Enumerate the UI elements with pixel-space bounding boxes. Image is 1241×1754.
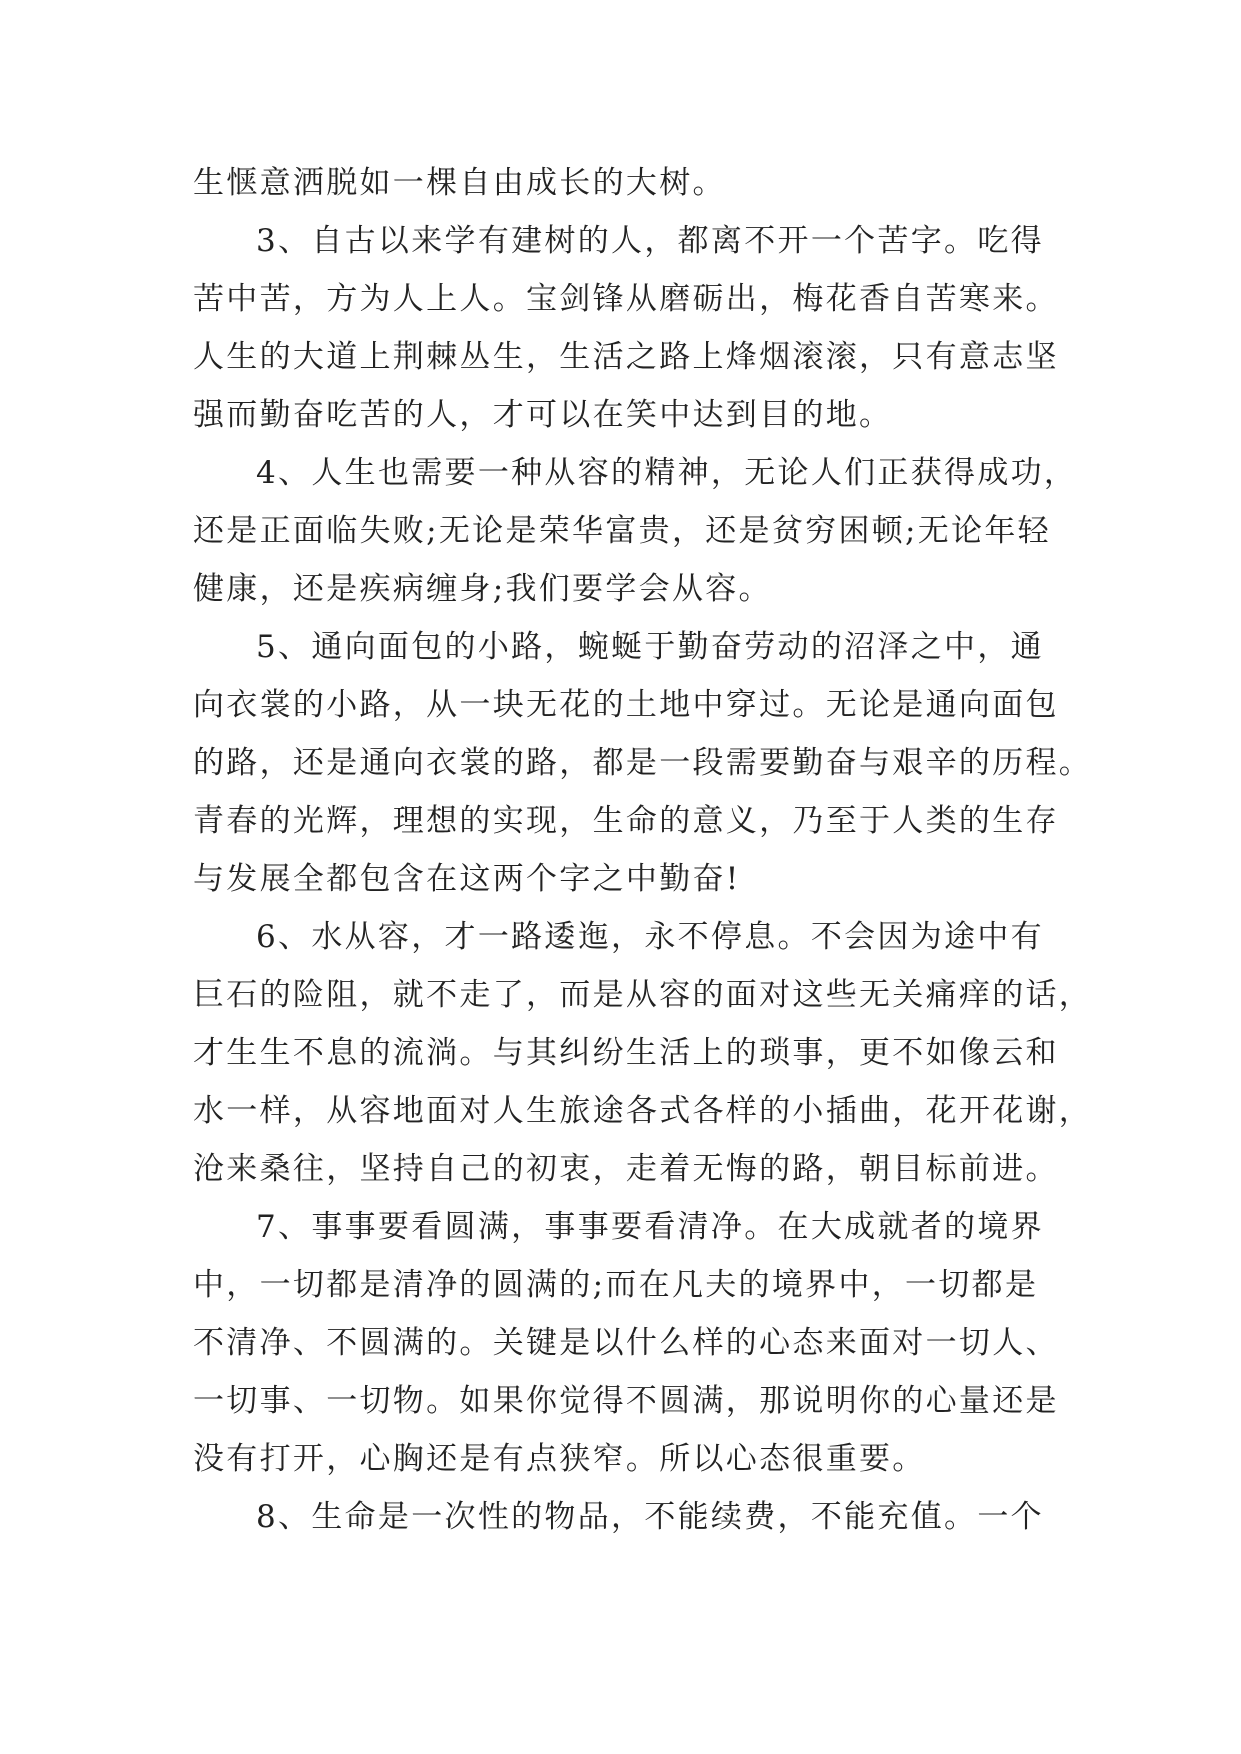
text-line: 人生的大道上荆棘丛生，生活之路上烽烟滚滚，只有意志坚 bbox=[193, 339, 1059, 375]
text-line: 与发展全都包含在这两个字之中勤奋! bbox=[193, 861, 741, 897]
text-line: 巨石的险阻，就不走了，而是从容的面对这些无关痛痒的话， bbox=[193, 977, 1093, 1013]
text-line: 青春的光辉，理想的实现，生命的意义，乃至于人类的生存 bbox=[193, 803, 1059, 839]
paragraph-4-start: 4、人生也需要一种从容的精神，无论人们正获得成功， bbox=[256, 455, 1078, 491]
text-line: 才生生不息的流淌。与其纠纷生活上的琐事，更不如像云和 bbox=[193, 1035, 1059, 1071]
paragraph-3-start: 3、自古以来学有建树的人，都离不开一个苦字。吃得 bbox=[256, 223, 1044, 259]
text-line: 没有打开，心胸还是有点狭窄。所以心态很重要。 bbox=[193, 1441, 926, 1477]
paragraph-6-start: 6、水从容，才一路逶迤，永不停息。不会因为途中有 bbox=[256, 919, 1044, 955]
text-line: 中，一切都是清净的圆满的;而在凡夫的境界中，一切都是 bbox=[193, 1267, 1039, 1303]
text-line: 向衣裳的小路，从一块无花的土地中穿过。无论是通向面包 bbox=[193, 687, 1059, 723]
paragraph-7-start: 7、事事要看圆满，事事要看清净。在大成就者的境界 bbox=[256, 1209, 1044, 1245]
text-line: 还是正面临失败;无论是荣华富贵，还是贫穷困顿;无论年轻 bbox=[193, 513, 1051, 549]
paragraph-5-start: 5、通向面包的小路，蜿蜒于勤奋劳动的沼泽之中，通 bbox=[256, 629, 1044, 665]
text-line: 的路，还是通向衣裳的路，都是一段需要勤奋与艰辛的历程。 bbox=[193, 745, 1093, 781]
text-line: 水一样，从容地面对人生旅途各式各样的小插曲，花开花谢， bbox=[193, 1093, 1093, 1129]
text-line: 生惬意洒脱如一棵自由成长的大树。 bbox=[193, 165, 726, 201]
text-line: 强而勤奋吃苦的人，才可以在笑中达到目的地。 bbox=[193, 397, 893, 433]
document-body bbox=[193, 154, 1093, 1546]
text-line: 苦中苦，方为人上人。宝剑锋从磨砺出，梅花香自苦寒来。 bbox=[193, 281, 1059, 317]
text-line: 健康，还是疾病缠身;我们要学会从容。 bbox=[193, 571, 772, 607]
text-line: 沧来桑往，坚持自己的初衷，走着无悔的路，朝目标前进。 bbox=[193, 1151, 1059, 1187]
text-line: 一切事、一切物。如果你觉得不圆满，那说明你的心量还是 bbox=[193, 1383, 1059, 1419]
paragraph-8-start: 8、生命是一次性的物品，不能续费，不能充值。一个 bbox=[256, 1499, 1044, 1535]
text-line: 不清净、不圆满的。关键是以什么样的心态来面对一切人、 bbox=[193, 1325, 1059, 1361]
